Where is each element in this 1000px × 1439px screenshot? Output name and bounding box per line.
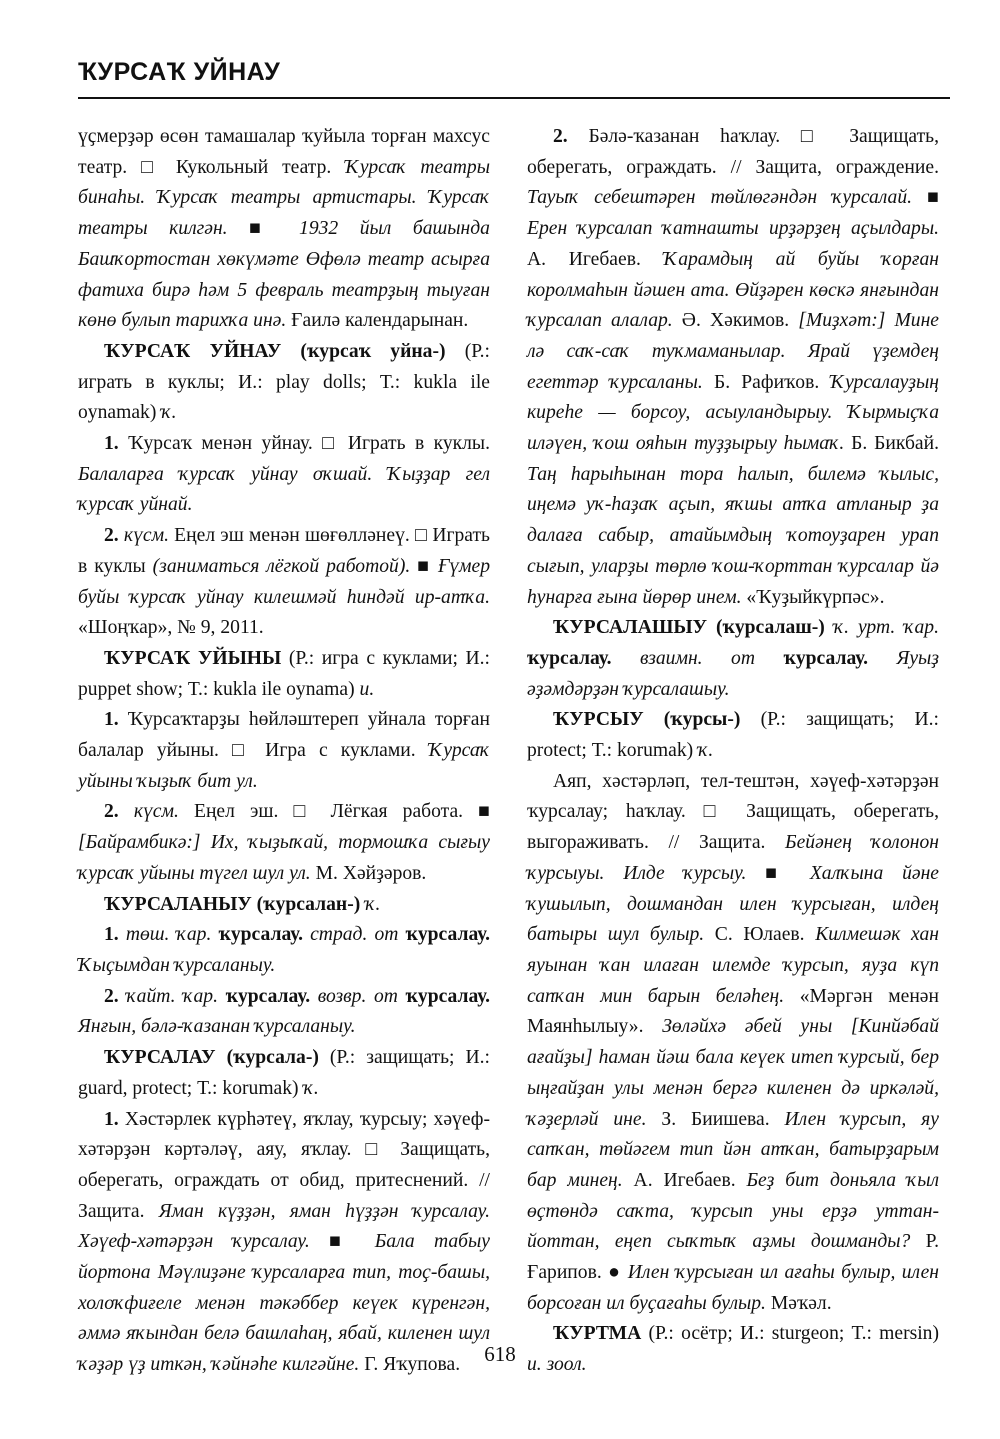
bold-text: ҠУРСАЛАШЫУ (ҡурсалаш-) (553, 617, 825, 639)
italic-text: Яуыҙ әҙәмдәрҙән ҡурсалашыу. (527, 647, 939, 700)
italic-text: күсм. (133, 801, 179, 823)
italic-text: Ғүмер буйы ҡурсаҡ уйнау килешмәй һиндәй ир-атҡа. (78, 555, 490, 608)
bold-text: ҡурсалау. (405, 985, 491, 1007)
italic-text: Таң һарыһынан тора һалып, билемә ҡылыс, иңемә уҡ-һаҙаҡ аҫып, яҡшы атҡа атланыр ҙа далаға сабыр, атайымдың ҡотоуҙарен урап сығып, уларҙы төрлө ҡош-ҡорттан ҡурсалар йә һунарға ғына йөрөр инем. (527, 463, 939, 608)
italic-text: Тауыҡ себештәрен төйлөгәндән ҡурсалай. (527, 187, 913, 209)
italic-text: Ҡурсаҡ театры бинаһы. Ҡурсаҡ театры артистары. Ҡурсаҡ театры килгән. (78, 156, 490, 240)
italic-text: Илен ҡурсып, яу сапҡан, төйәгем тип йән атҡан, батырҙарым бар минең. (527, 1108, 939, 1191)
entry-paragraph (78, 920, 490, 981)
entry-paragraph: ҠУРТМА (Р.: осётр; И.: sturgeon; Т.: mersin) и. зоол. (527, 1323, 939, 1376)
italic-text: (заниматься лёгкой работой). (152, 555, 411, 577)
italic-text: Ҡурсалауҙың киреһе — борсоу, асыуландырыу. Ҡырмыҫҡа иләүен, ҡош ояһын туҙҙырыу һымаҡ. (527, 371, 939, 455)
italic-text: [Миҙхәт:] Мине лә саҡ-саҡ туҡмаманылар. Ярай үҙемдең егеттәр ҡурсаланы. (527, 310, 940, 393)
entry-paragraph: 2. күсм. Еңел эш менән шөғөлләнеү. □ Играть в куклы (заниматься лёгкой работой). ■ Ғүмер буйы ҡурсаҡ уйнау килешмәй һиндәй ир-атҡа. «Шоңҡар», № 9, 2011. (78, 525, 490, 639)
italic-text: Бала табыу йортона Мәүлиҙәне ҡурсаларға тип, тоҫ-башы, холоҡфиғеле менән тәкәббер кеүек күренгән, әммә яҡындан белә башлаһаң, ябай, киленен шул ҡәҙәр үҙ иткән, ҡәйнәһе килгәйне. (78, 1231, 490, 1376)
italic-text: [Байрамбикә:] Их, ҡыҙыҡай, тормошҡа сығыу ҡурсаҡ уйыны түгел шул ул. (78, 832, 490, 884)
italic-text: и. зоол. (527, 1354, 587, 1376)
bold-text: 2. (104, 525, 119, 547)
italic-text: Бейәнең ҡолонон ҡурсыуы. Илде ҡурсыу. (527, 832, 939, 884)
page-number: 618 (484, 1342, 516, 1366)
entry-paragraph (78, 890, 490, 921)
italic-text: Килмешәк хан яуынан ҡан илаған илемде ҡурсып, яуҙа күп сапҡан мин барын беләһең. (527, 924, 940, 1007)
entry-paragraph: ҠУРСАҠ УЙНАУ (ҡурсаҡ уйна-) (Р.: играть в куклы; И.: play dolls; Т.: kukla ile oynamak) ҡ. (78, 340, 491, 424)
right-column (527, 122, 939, 1381)
entry-paragraph: ҠУРСАҠ УЙЫНЫ (Р.: игра с куклами; И.: puppet show; Т.: kukla ile oynama) и. (78, 647, 491, 700)
entry-paragraph: 2. Бәлә-ҡазанан һаҡлау. □ Защищать, оберегать, ограждать. // Защита, ограждение. Тауыҡ себештәрен төйлөгәндән ҡурсалай. ■ Ерен ҡурсалап ҡатнашты ирҙәрҙең аҫылдары. А. Игебаев. Ҡарамдың ай буйы ҡорған королмаһын йәшен ата. Өйҙәрен көскә янғындан ҡурсалап алалар. Ә. Хәкимов. [Миҙхәт:] Мине лә саҡ-саҡ туҡмаманылар. Ярай үҙемдең егеттәр ҡурсаланы. Б. Рафиҡов. Ҡурсалауҙың киреһе — борсоу, асыуландырыу. Ҡырмыҫҡа иләүен, ҡош ояһын туҙҙырыу һымаҡ. Б. Бикбай. Таң һарыһынан тора һалып, билемә ҡылыс, иңемә уҡ-һаҙаҡ аҫып, яҡшы атҡа атланыр ҙа далаға сабыр, атайымдың ҡотоуҙарен урап сығып, уларҙы төрлө ҡош-ҡорттан ҡурсалар йә һунарға ғына йөрөр инем. «Ҡуҙыйкүрпәс». (527, 126, 940, 608)
bold-text: ҠУРСЫУ (ҡурсы-) (553, 709, 741, 731)
entry-paragraph: ҠУРСЫУ (ҡурсы-) (Р.: защищать; И.: protect; Т.: korumak) ҡ. (527, 709, 940, 762)
italic-text: Ҡыҫымдан ҡурсаланыу. (78, 954, 276, 976)
italic-text: Беҙ бит доньяла ҡыл өҫтөндә саҡта, ҡурсып уны ерҙә уттан-йоттан, еңеп сыҡтыҡ аҙмы дошманды? (527, 1169, 940, 1253)
italic-text: төш. ҡар. (125, 924, 212, 946)
entry-paragraph: ҠУРСАЛАУ (ҡурсала-) (Р.: защищать; И.: guard, protect; Т.: korumak) ҡ. (78, 1047, 490, 1099)
italic-text: возвр. от (317, 985, 398, 1007)
entry-paragraph (527, 613, 939, 705)
bold-text: ҡурсалау. (527, 647, 612, 669)
bold-text: ҠУРТМА (553, 1323, 642, 1345)
italic-text: Яман күҙҙән, яман һүҙҙән ҡурсалау. Хәүеф-хәтәрҙән ҡурсалау. (78, 1200, 490, 1253)
italic-text: күсм. (123, 525, 169, 547)
bold-text: 2. (104, 985, 119, 1007)
entry-paragraph: үҫмерҙәр өсөн тамашалар ҡуйыла торған махсус театр. □ Кукольный театр. Ҡурсаҡ театры бинаһы. Ҡурсаҡ театры артистары. Ҡурсаҡ театры килгән. ■ 1932 йыл башында Башҡортостан хөкүмәте Өфөлә театр асырға фатиха бирә һәм 5 февраль театрҙың тыуған көнө булып тарихҡа инә. Ғаилә календарынан. (78, 126, 490, 332)
bold-text: ҡурсалау. (225, 985, 311, 1007)
running-head: ҠУРСАҠ УЙНАУ (78, 58, 281, 86)
bold-text: ҠУРСАЛАУ (ҡурсала-) (104, 1047, 319, 1069)
italic-text: Халҡына йәне ҡушылып, дошмандан илен ҡурсыған, илдең батыры шул булыр. (527, 862, 939, 946)
italic-text: Илен ҡурсыған ил ағаһы булыр, илен борсоған ил буҫағаһы булыр. (527, 1262, 939, 1314)
italic-text: ҡ. (698, 740, 714, 762)
entry-paragraph: 1. Ҡурсаҡтарҙы һөйләштереп уйнала торған балалар уйыны. □ Игра с куклами. Ҡурсаҡ уйыны ҡыҙыҡ бит ул. (78, 709, 490, 792)
italic-text: Ҡурсаҡ уйыны ҡыҙыҡ бит ул. (78, 740, 490, 792)
italic-text: страд. от (310, 924, 399, 946)
entry-paragraph: 1. Хәстәрлек күрһәтеү, яҡлау, ҡурсыу; хәүеф-хәтәрҙән кәртәләү, аяу, яҡлау. □ Защищать, оберегать, ограждать от обид, притеснений. // Защита. Яман күҙҙән, яман һүҙҙән ҡурсалау. Хәүеф-хәтәрҙән ҡурсалау. ■ Бала табыу йортона Мәүлиҙәне ҡурсаларға тип, тоҫ-башы, холоҡфиғеле менән тәкәббер кеүек күренгән, әммә яҡындан белә башлаһаң, ябай, киленен шул ҡәҙәр үҙ иткән, ҡәйнәһе килгәйне. Г. Яҡупова. (78, 1108, 490, 1376)
italic-text: ҡ. урт. ҡар. (833, 617, 939, 639)
italic-text: и. (359, 678, 375, 700)
bold-text: ҠУРСАҠ УЙЫНЫ (104, 647, 282, 669)
italic-text: Ҡарамдың ай буйы ҡорған королмаһын йәшен ата. Өйҙәрен көскә янғындан ҡурсалап алалар. (527, 248, 940, 332)
bold-text: 2. (553, 126, 568, 147)
italic-text: Балаларға ҡурсаҡ уйнау оҡшай. Ҡыҙҙар гел ҡурсаҡ уйнай. (78, 463, 490, 516)
bold-text: ҡурсалау. (405, 924, 490, 946)
bold-text: 1. (104, 1108, 119, 1130)
italic-text: ҡайт. ҡар. (126, 985, 218, 1007)
bold-text: 1. (104, 924, 119, 946)
entry-paragraph (78, 982, 490, 1043)
bold-text: ҡурсалау. (218, 924, 303, 946)
bold-text: 1. (104, 433, 119, 455)
header-rule (78, 97, 950, 99)
bold-text: ҡурсалау. (783, 647, 868, 669)
bold-text: 1. (104, 709, 119, 731)
left-column (78, 122, 490, 1381)
entry-paragraph: 2. күсм. Еңел эш. □ Лёгкая работа. ■ [Байрамбикә:] Их, ҡыҙыҡай, тормошҡа сығыу ҡурсаҡ уйыны түгел шул ул. М. Хәйҙәров. (78, 801, 490, 884)
italic-text: 1932 йыл башында Башҡортостан хөкүмәте Өфөлә театр асырға фатиха бирә һәм 5 февраль театрҙың тыуған көнө булып тарихҡа инә. (78, 218, 490, 332)
bold-text: ҠУРСАЛАНЫУ (ҡурсалан-) (104, 893, 361, 915)
bold-text: 2. (104, 801, 119, 823)
bold-text: ҠУРСАҠ УЙНАУ (ҡурсаҡ уйна-) (104, 340, 446, 362)
italic-text: ҡ. (161, 402, 177, 424)
italic-text: Зөләйхә әбей уны [Кинйәбай ағайҙы] һаман йәш бала кеүек итеп ҡурсый, бер ыңғайҙан улы менән бергә киленен дә иркәләй, ҡәҙерләй ине. (527, 1016, 939, 1130)
italic-text: Ерен ҡурсалап ҡатнашты ирҙәрҙең аҫылдары. (527, 218, 939, 240)
italic-text: Янғын, бәлә-ҡазанан ҡурсаланыу. (78, 1016, 356, 1038)
entry-paragraph: 1. Ҡурсаҡ менән уйнау. □ Играть в куклы. Балаларға ҡурсаҡ уйнау оҡшай. Ҡыҙҙар гел ҡурсаҡ уйнай. (78, 433, 490, 516)
italic-text: взаимн. от (639, 647, 756, 669)
italic-text: ҡ. (365, 893, 381, 915)
italic-text: ҡ. (303, 1077, 319, 1099)
entry-paragraph: Аяп, хәстәрләп, тел-тештән, хәүеф-хәтәрҙән ҡурсалау; һаҡлау. □ Защищать, оберегать, выгораживать. // Защита. Бейәнең ҡолонон ҡурсыуы. Илде ҡурсыу. ■ Халҡына йәне ҡушылып, дошмандан илен ҡурсыған, илдең батыры шул булыр. С. Юлаев. Килмешәк хан яуынан ҡан илаған илемде ҡурсып, яуҙа күп сапҡан мин барын беләһең. «Мәргән менән Маянһылыу». Зөләйхә әбей уны [Кинйәбай ағайҙы] һаман йәш бала кеүек итеп ҡурсый, бер ыңғайҙан улы менән бергә киленен дә иркәләй, ҡәҙерләй ине. З. Биишева. Илен ҡурсып, яу сапҡан, төйәгем тип йән атҡан, батырҙарым бар минең. А. Игебаев. Беҙ бит доньяла ҡыл өҫтөндә саҡта, ҡурсып уны ерҙә уттан-йоттан, еңеп сыҡтыҡ аҙмы дошманды? Р. Ғарипов. ● Илен ҡурсыған ил ағаһы булыр, илен борсоған ил буҫағаһы булыр. Мәҡәл. (527, 770, 940, 1314)
